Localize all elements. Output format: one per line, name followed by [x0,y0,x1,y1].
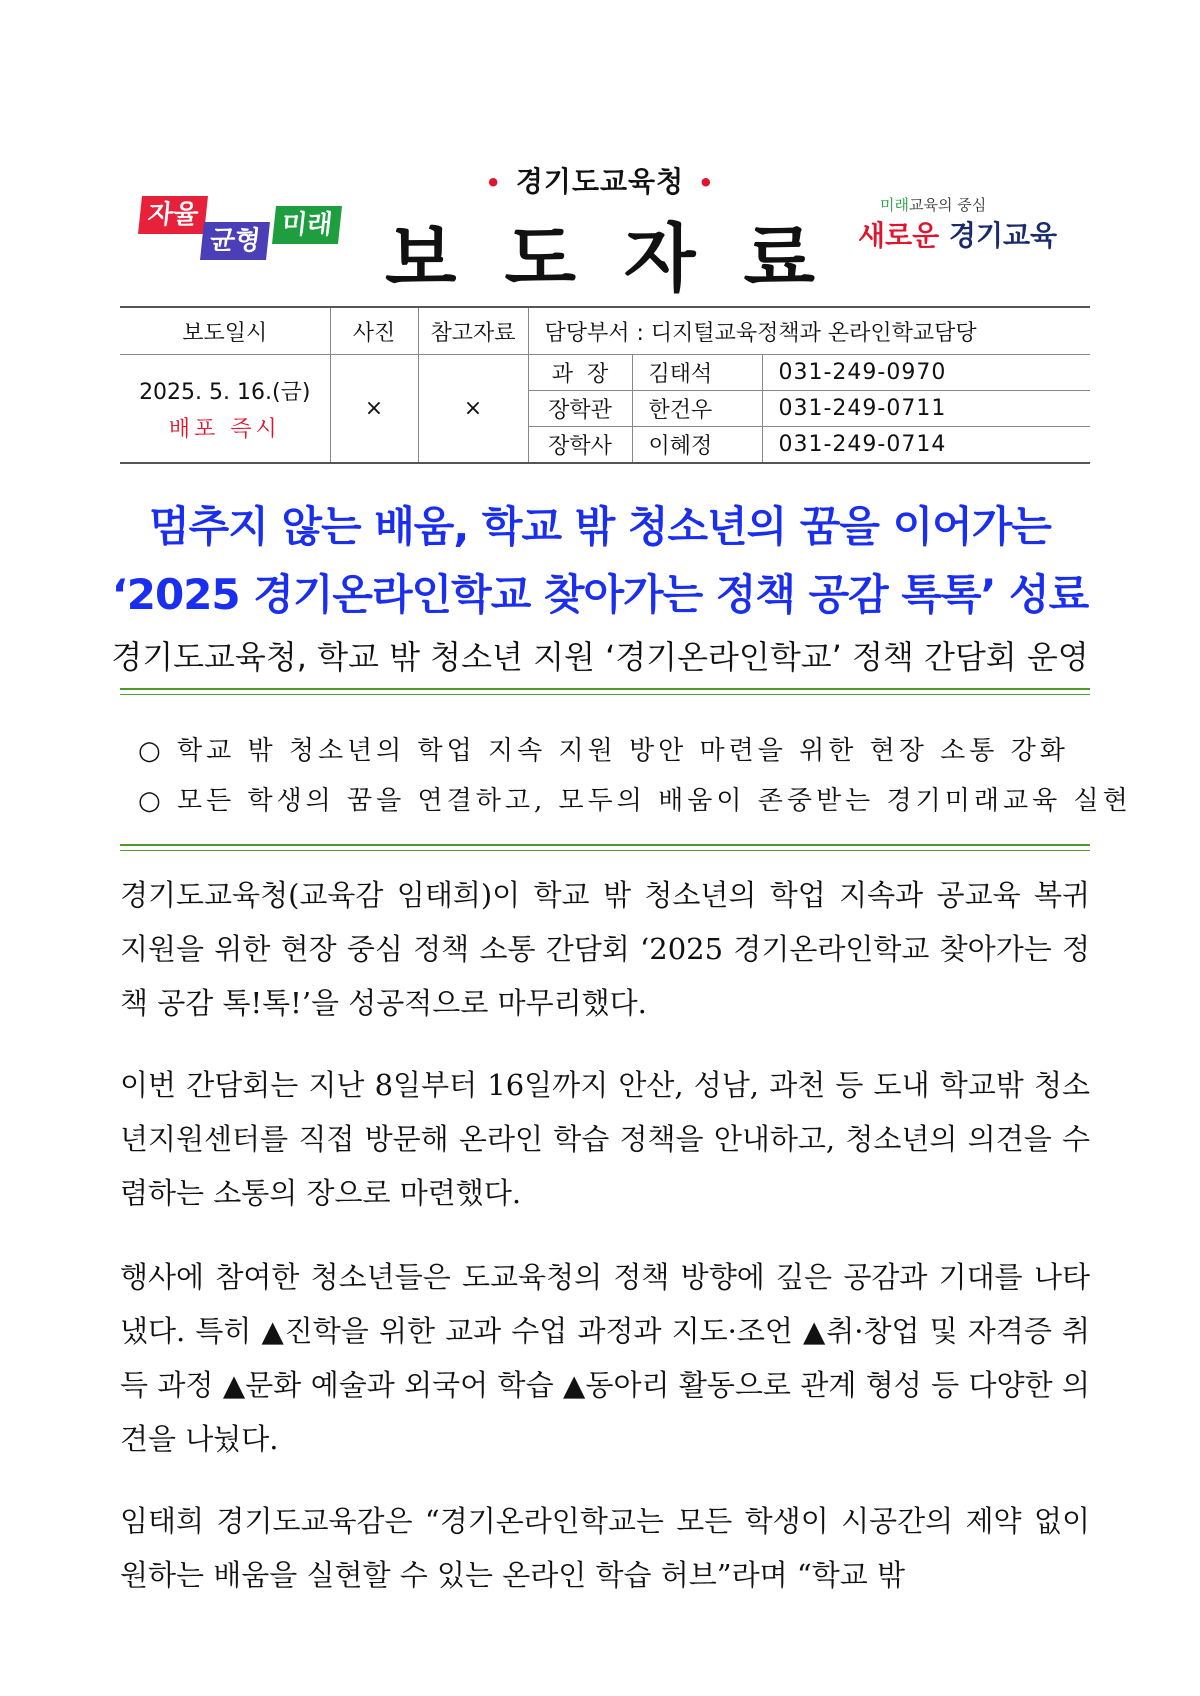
title-char: 료 [743,216,815,302]
divider-top [120,688,1090,695]
slogan-chip-autonomy: 자율 [138,196,208,234]
body-paragraph: 경기도교육청(교육감 임태희)이 학교 밖 청소년의 학업 지속과 공교육 복귀 지원을 위한 현장 중심 정책 소통 간담회 ‘2025 경기온라인학교 찾아가는 정책 공감 톡!톡!’을 성공적으로 마무리했다. [120,878,1090,1020]
summary-list [138,726,1132,826]
contact-name: 이혜정 [632,427,762,464]
summary-item: ○ 학교 밖 청소년의 학업 지속 지원 방안 마련을 위한 현장 소통 강화 [138,736,1069,766]
org-name: 경기도교육청 [515,165,685,198]
slogan-chip-future: 미래 [272,206,342,244]
title-char: 보 [385,216,457,302]
contact-name: 한건우 [632,391,762,427]
photo-value: × [330,355,418,464]
header-department: 담당부서 : 디지털교육정책과 온라인학교담당 [528,307,1090,355]
divider-bottom [120,844,1090,851]
bullet-dot-left: • [485,169,502,197]
contact-role: 과 장 [528,355,632,391]
summary-item: ○ 모든 학생의 꿈을 연결하고, 모두의 배움이 존중받는 경기미래교육 실현 [138,786,1132,816]
release-info-table [120,306,1090,464]
contact-phone: 031-249-0714 [762,427,1090,464]
slogan-chip-balance: 균형 [200,222,270,260]
logo-wordmark: 새로운 경기교육 [858,219,1058,252]
gyeonggi-education-logo [858,194,1088,258]
release-date-cell [120,355,330,464]
header-reference: 참고자료 [418,307,528,355]
body-paragraph: 이번 간담회는 지난 8일부터 16일까지 안산, 성남, 과천 등 도내 학교밖 청소년지원센터를 직접 방문해 온라인 학습 정책을 안내하고, 청소년의 의견을 수렴하는 소통의 장으로 마련했다. [120,1068,1090,1210]
subheadline: 경기도교육청, 학교 밖 청소년 지원 ‘경기온라인학교’ 정책 간담회 운영 [111,638,1089,676]
release-timing: 배포 즉시 [168,416,281,442]
logo-tagline: 미래교육의 중심 [880,196,987,214]
contact-phone: 031-249-0711 [762,391,1090,427]
headline-line-1: 멈추지 않는 배움, 학교 밖 청소년의 꿈을 이어가는 [149,502,1051,551]
title-char: 자 [624,216,696,302]
contact-role: 장학사 [528,427,632,464]
body-paragraph: 행사에 참여한 청소년들은 도교육청의 정책 방향에 깊은 공감과 기대를 나타냈다. 특히 ▲진학을 위한 교과 수업 과정과 지도·조언 ▲취·창업 및 자격증 취득 과정 ▲문화 예술과 외국어 학습 ▲동아리 활동으로 관계 형성 등 다양한 의견을 나눴다. [120,1260,1090,1456]
contact-name: 김태석 [632,355,762,391]
body-paragraph: 임태희 경기도교육감은 “경기온라인학교는 모든 학생이 시공간의 제약 없이 원하는 배움을 실현할 수 있는 온라인 학습 허브”라며 “학교 밖 [120,1504,1090,1592]
reference-value: × [418,355,528,464]
header-date: 보도일시 [120,307,330,355]
contact-phone: 031-249-0970 [762,355,1090,391]
header-photo: 사진 [330,307,418,355]
bullet-dot-right: • [698,169,715,197]
contact-role: 장학관 [528,391,632,427]
title-char: 도 [504,216,576,302]
headline-line-2: ‘2025 경기온라인학교 찾아가는 정책 공감 톡톡’ 성료 [111,570,1089,619]
release-date: 2025. 5. 16.(금) [139,379,311,405]
